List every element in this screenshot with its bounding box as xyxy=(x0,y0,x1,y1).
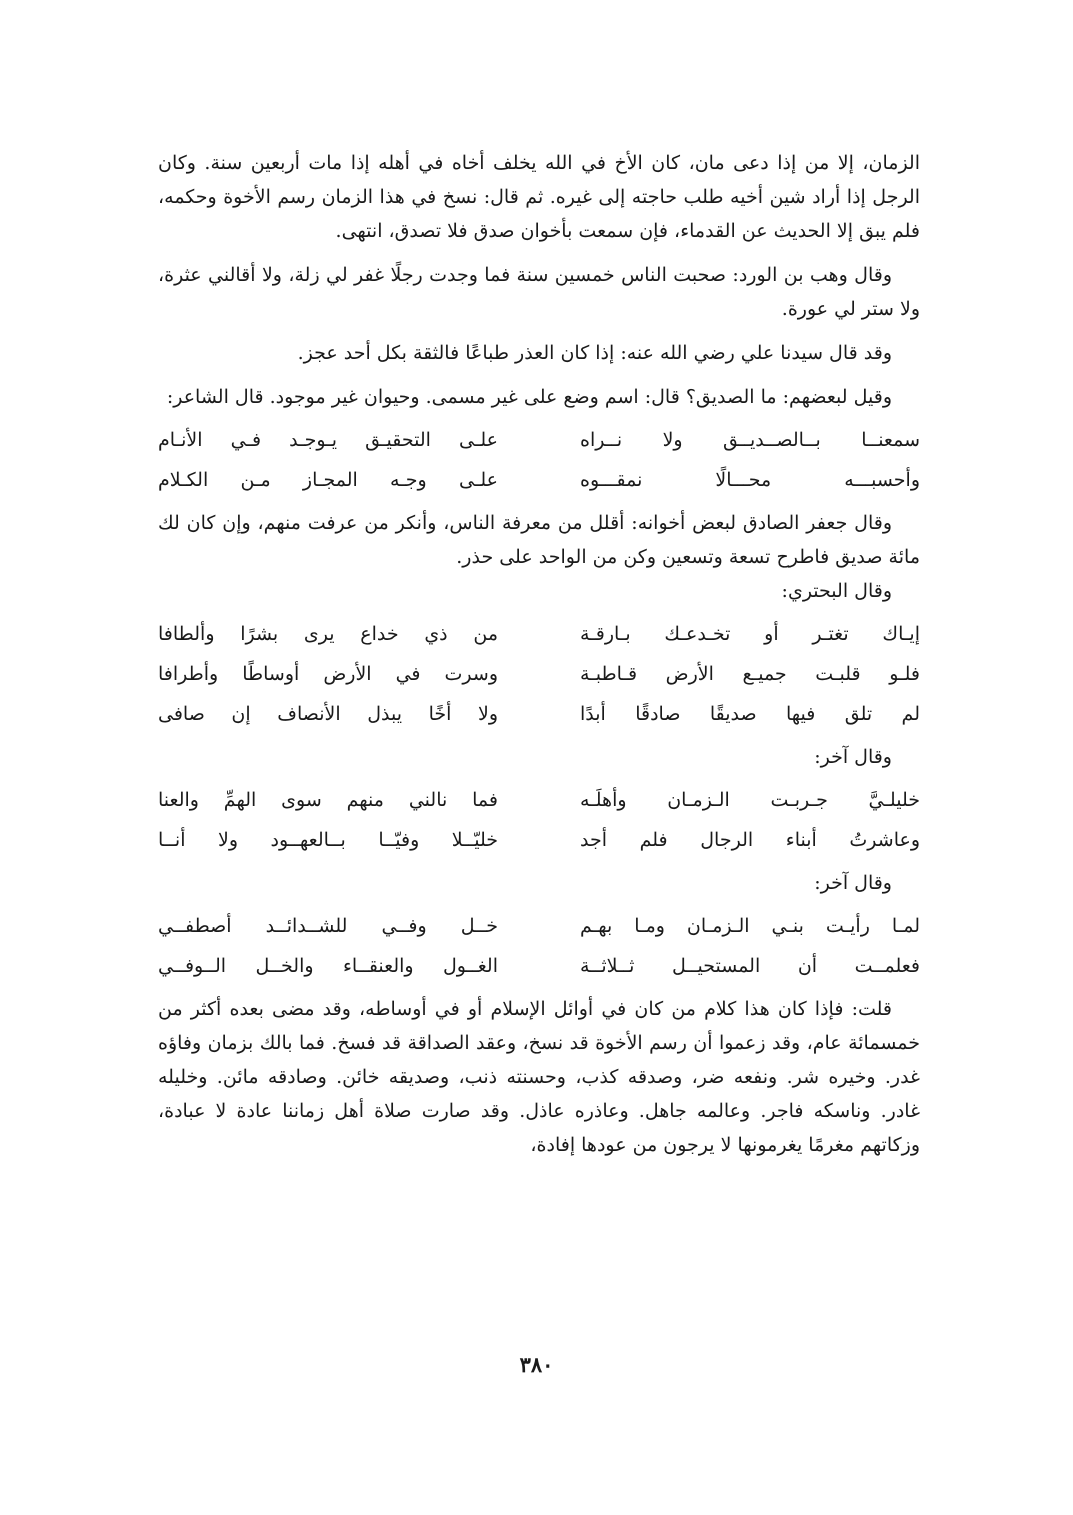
verse-first-hemistich: لمـا رأيـت بنـي الـزمـان ومـا بهـم xyxy=(580,915,920,937)
verse-first-hemistich: فلـو قلبـت جميـع الأرض قـاطبـة xyxy=(580,663,920,685)
label-other-1: وقال آخر: xyxy=(814,746,892,768)
paragraph-jafar: وقال جعفر الصادق لبعض أخوانه: أقلل من معرفة الناس، وأنكر من عرفت منهم، وإن كان لك مائة صديق فاطرح تسعة وتسعين وكن من الواحد على حذر. xyxy=(158,512,920,568)
poem-verse xyxy=(158,906,920,946)
verse-second-hemistich: علـى التحقيـق يـوجـد فـي الأنـام xyxy=(158,429,498,451)
poem-verse xyxy=(158,654,920,694)
page-body xyxy=(158,146,920,1162)
poem-4 xyxy=(158,906,920,986)
poem-verse xyxy=(158,694,920,734)
label-buhturi: وقال البحتري: xyxy=(781,580,892,602)
poem-verse xyxy=(158,460,920,500)
verse-first-hemistich: سمعنــا بــالصــديــق ولا نــراه xyxy=(580,429,920,451)
page-number: ٣٨٠ xyxy=(519,1352,554,1377)
verse-second-hemistich: وسرت في الأرض أوساطًا وأطرافا xyxy=(158,663,498,685)
verse-first-hemistich: لم تلق فيها صديقًا صادقًا أبدًا xyxy=(580,703,920,725)
verse-second-hemistich: الغــول والعنقــاء والخــل الــوفــي xyxy=(158,955,498,977)
verse-second-hemistich: خــل وفــي للشــدائــد أصطفــي xyxy=(158,915,498,937)
poem-verse xyxy=(158,946,920,986)
verse-second-hemistich: من ذي خداع يرى بشرًا وألطافا xyxy=(158,623,498,645)
paragraph-wahb: وقال وهب بن الورد: صحبت الناس خمسين سنة فما وجدت رجلًا غفر لي زلة، ولا أقالني عثرة، ولا ستر لي عورة. xyxy=(158,264,920,320)
poem-verse xyxy=(158,780,920,820)
poem-2 xyxy=(158,614,920,734)
verse-first-hemistich: وعاشرتُ أبناء الرجال فلم أجد xyxy=(580,829,920,851)
paragraph-sadiq-definition: وقيل لبعضهم: ما الصديق؟ قال: اسم وضع على غير مسمى. وحيوان غير موجود. قال الشاعر: xyxy=(166,386,892,408)
paragraph-final: قلت: فإذا كان هذا كلام من كان في أوائل الإسلام أو في أوساطه، وقد مضى بعده أكثر من خمسمائة عام، وقد زعموا أن رسم الأخوة قد نسخ، وعقد الصداقة قد فسخ. فما بالك بزمان وفاؤه غدر. وخيره شر. ونفعه ضر، وصدقه كذب، وحسنته ذنب، وصديقه خائن. وصادقه مائن. وخليله غادر. وناسكه فاجر. وعالمه جاهل. وعاذره عاذل. وقد صارت صلاة أهل زماننا عادة لا عبادة، وزكاتهم مغرمًا يغرمونها لا يرجون من عودها إفادة، xyxy=(158,998,920,1156)
verse-first-hemistich: فعلمــت أن المستحيــل ثــلاثــة xyxy=(580,955,920,977)
verse-first-hemistich: إيـاك تغتـر أو تخـدعـك بـارقـة xyxy=(580,623,920,645)
poem-1 xyxy=(158,420,920,500)
verse-second-hemistich: ولا أخًا يبذل الأنصاف إن صافى xyxy=(158,703,498,725)
verse-first-hemistich: خليلـيَّ جـربـت الـزمـان وأهلَـه xyxy=(580,789,920,811)
poem-verse xyxy=(158,614,920,654)
poem-verse xyxy=(158,420,920,460)
poem-3 xyxy=(158,780,920,860)
paragraph-zaman: الزمان، إلا من إذا دعى مان، كان الأخ في الله يخلف أخاه في أهله إذا مات أربعين سنة. وكان الرجل إذا أراد شين أخيه طلب حاجته إلى غيره. ثم قال: نسخ في هذا الزمان رسم الأخوة وحكمه، فلم يبق إلا الحديث عن القدماء، فإن سمعت بأخوان صدق فلا تصدق، انتهى. xyxy=(158,152,920,242)
poem-verse xyxy=(158,820,920,860)
label-other-2: وقال آخر: xyxy=(814,872,892,894)
paragraph-ali: وقد قال سيدنا علي رضي الله عنه: إذا كان العذر طباعًا فالثقة بكل أحد عجز. xyxy=(297,342,892,364)
verse-second-hemistich: فما نالني منهم سوى الهمِّ والعنا xyxy=(158,789,498,811)
verse-second-hemistich: خليّــلا وفيّــا بــالعهــود ولا أنــا xyxy=(158,829,498,851)
verse-second-hemistich: علـى وجـه المجـاز مـن الكـلام xyxy=(158,469,498,491)
verse-first-hemistich: وأحسبـــه محـــالًا نمقـــوه xyxy=(580,469,920,491)
